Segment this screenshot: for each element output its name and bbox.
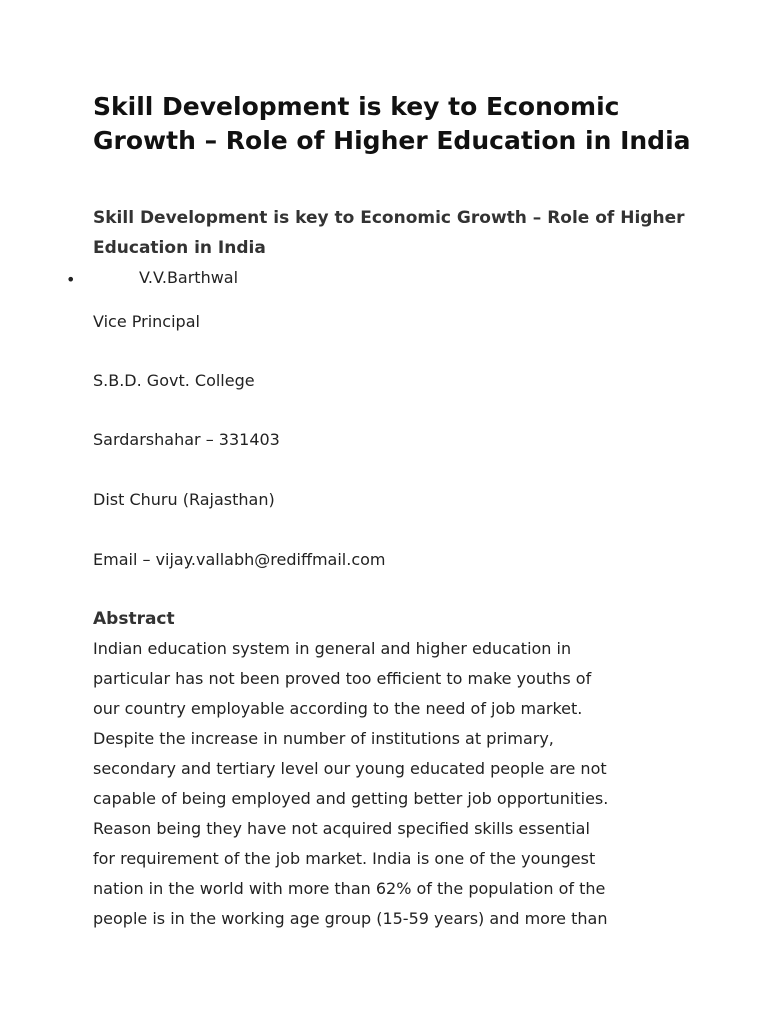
author-email: Email – vijay.vallabh@rediffmail.com: [93, 550, 386, 569]
abstract-heading: Abstract: [93, 609, 175, 629]
abstract-line: for requirement of the job market. India is one of the youngest: [93, 849, 596, 868]
author-college: S.B.D. Govt. College: [93, 371, 255, 390]
abstract-line: people is in the working age group (15-59 years) and more than: [93, 909, 608, 928]
document-subtitle: Skill Development is key to Economic Growth – Role of Higher Education in India: [93, 208, 685, 258]
abstract-line: Reason being they have not acquired specified skills essential: [93, 819, 590, 838]
abstract-line: our country employable according to the need of job market.: [93, 699, 583, 718]
abstract-line: Despite the increase in number of institutions at primary,: [93, 729, 554, 748]
author-district: Dist Churu (Rajasthan): [93, 490, 275, 509]
document-title: Skill Development is key to Economic Growth – Role of Higher Education in India: [93, 92, 691, 155]
abstract-line: nation in the world with more than 62% of the population of the: [93, 879, 606, 898]
author-position: Vice Principal: [93, 312, 200, 331]
abstract-line: secondary and tertiary level our young educated people are not: [93, 759, 607, 778]
author-row: [0, 263, 768, 293]
author-city: Sardarshahar – 331403: [93, 430, 280, 449]
author-name: V.V.Barthwal: [139, 268, 239, 287]
abstract-line: capable of being employed and getting better job opportunities.: [93, 789, 609, 808]
abstract-line: particular has not been proved too efficient to make youths of: [93, 669, 592, 688]
abstract-body: [93, 634, 693, 934]
bullet-icon: •: [66, 270, 76, 289]
abstract-line: Indian education system in general and higher education in: [93, 639, 572, 658]
